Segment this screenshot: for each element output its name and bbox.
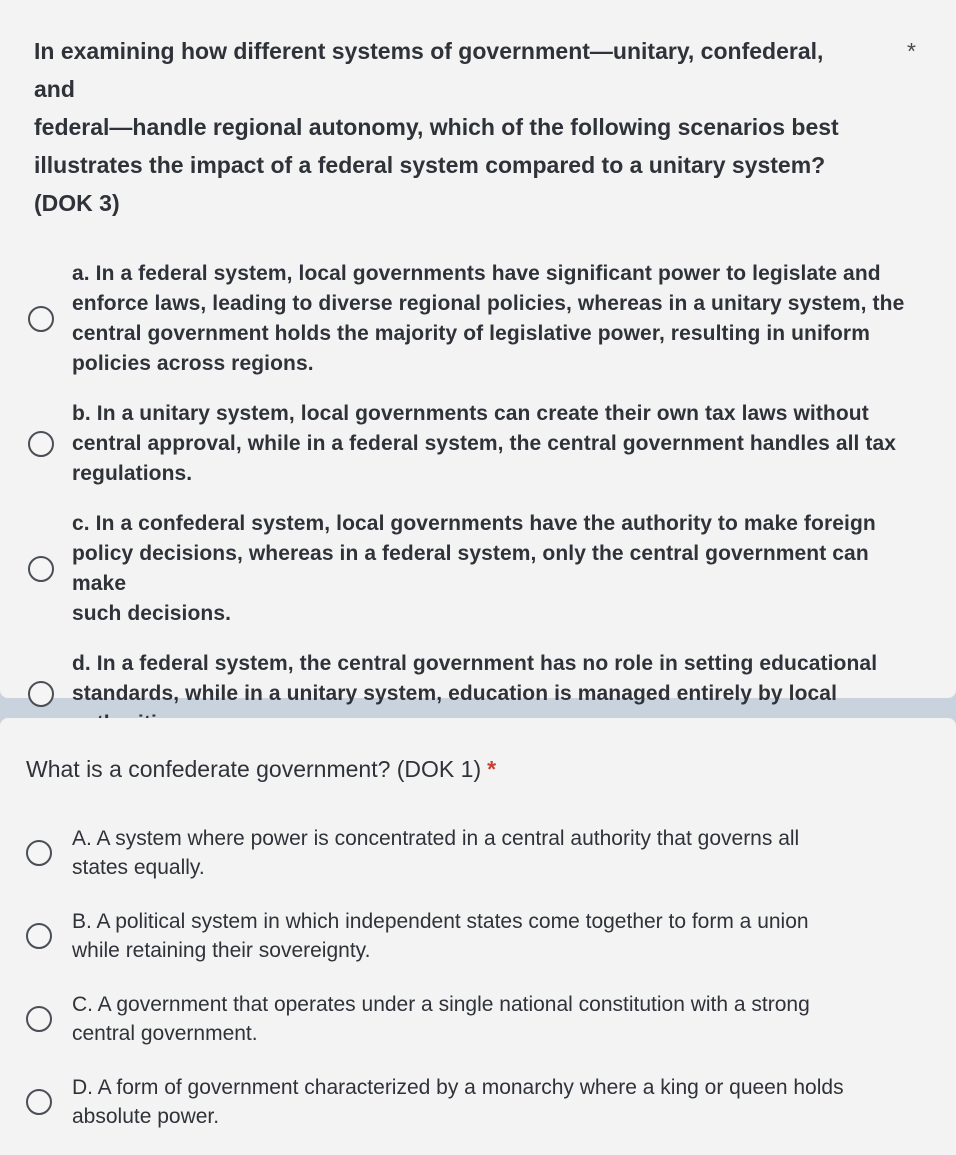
radio-button-c[interactable]	[26, 1006, 52, 1032]
answer-option-label[interactable]: b. In a unitary system, local governments can create their own tax laws without central approval, while in a federal system, the central government handles all tax regulations.	[72, 402, 897, 485]
radio-button-b[interactable]	[28, 431, 54, 457]
answer-option-b[interactable]	[26, 907, 916, 965]
radio-button-d[interactable]	[26, 1089, 52, 1115]
answer-option-label[interactable]: c. In a confederal system, local governments have the authority to make foreign policy decisions, whereas in a federal system, only the central government can make such decisions.	[72, 512, 876, 625]
question-card-confederate-government	[0, 718, 956, 1155]
answer-option-label[interactable]: B. A political system in which independent states come together to form a union while retaining their sovereignty.	[72, 910, 809, 962]
answer-option-a[interactable]	[34, 259, 916, 379]
answer-option-label[interactable]: D. A form of government characterized by a monarchy where a king or queen holds absolute power.	[72, 1076, 844, 1128]
answer-option-c[interactable]	[34, 509, 916, 629]
answer-option-label[interactable]: C. A government that operates under a single national constitution with a strong central government.	[72, 993, 810, 1045]
radio-button-a[interactable]	[28, 306, 54, 332]
question-title-text: In examining how different systems of government—unitary, confederal, and federal—handle regional autonomy, which of the following scenarios best illustrates the impact of a federal system compared to a unitary system? (DOK 3)	[34, 38, 839, 216]
question-title	[34, 32, 916, 222]
answer-options	[34, 259, 916, 739]
radio-button-c[interactable]	[28, 556, 54, 582]
required-asterisk: *	[487, 756, 497, 782]
answer-option-label[interactable]: d. In a federal system, the central government has no role in setting educational standards, while in a unitary system, education is managed entirely by local	[72, 652, 878, 705]
radio-button-d[interactable]	[28, 681, 54, 707]
answer-option-d[interactable]	[26, 1073, 916, 1131]
answer-option-b[interactable]	[34, 399, 916, 489]
question-title-text: What is a confederate government? (DOK 1)	[26, 756, 482, 782]
answer-options	[26, 824, 916, 1131]
radio-button-b[interactable]	[26, 923, 52, 949]
answer-option-label[interactable]: a. In a federal system, local governments have significant power to legislate and enforce laws, leading to diverse regional policies, whereas in a unitary system, the central government holds the majority of legislative power, resulting in uniform policies across regions.	[72, 262, 905, 375]
answer-option-a[interactable]	[26, 824, 916, 882]
question-title	[26, 750, 916, 788]
required-asterisk: *	[907, 38, 916, 64]
answer-option-c[interactable]	[26, 990, 916, 1048]
answer-option-label[interactable]: A. A system where power is concentrated in a central authority that governs all states equally.	[72, 827, 800, 879]
radio-button-a[interactable]	[26, 840, 52, 866]
